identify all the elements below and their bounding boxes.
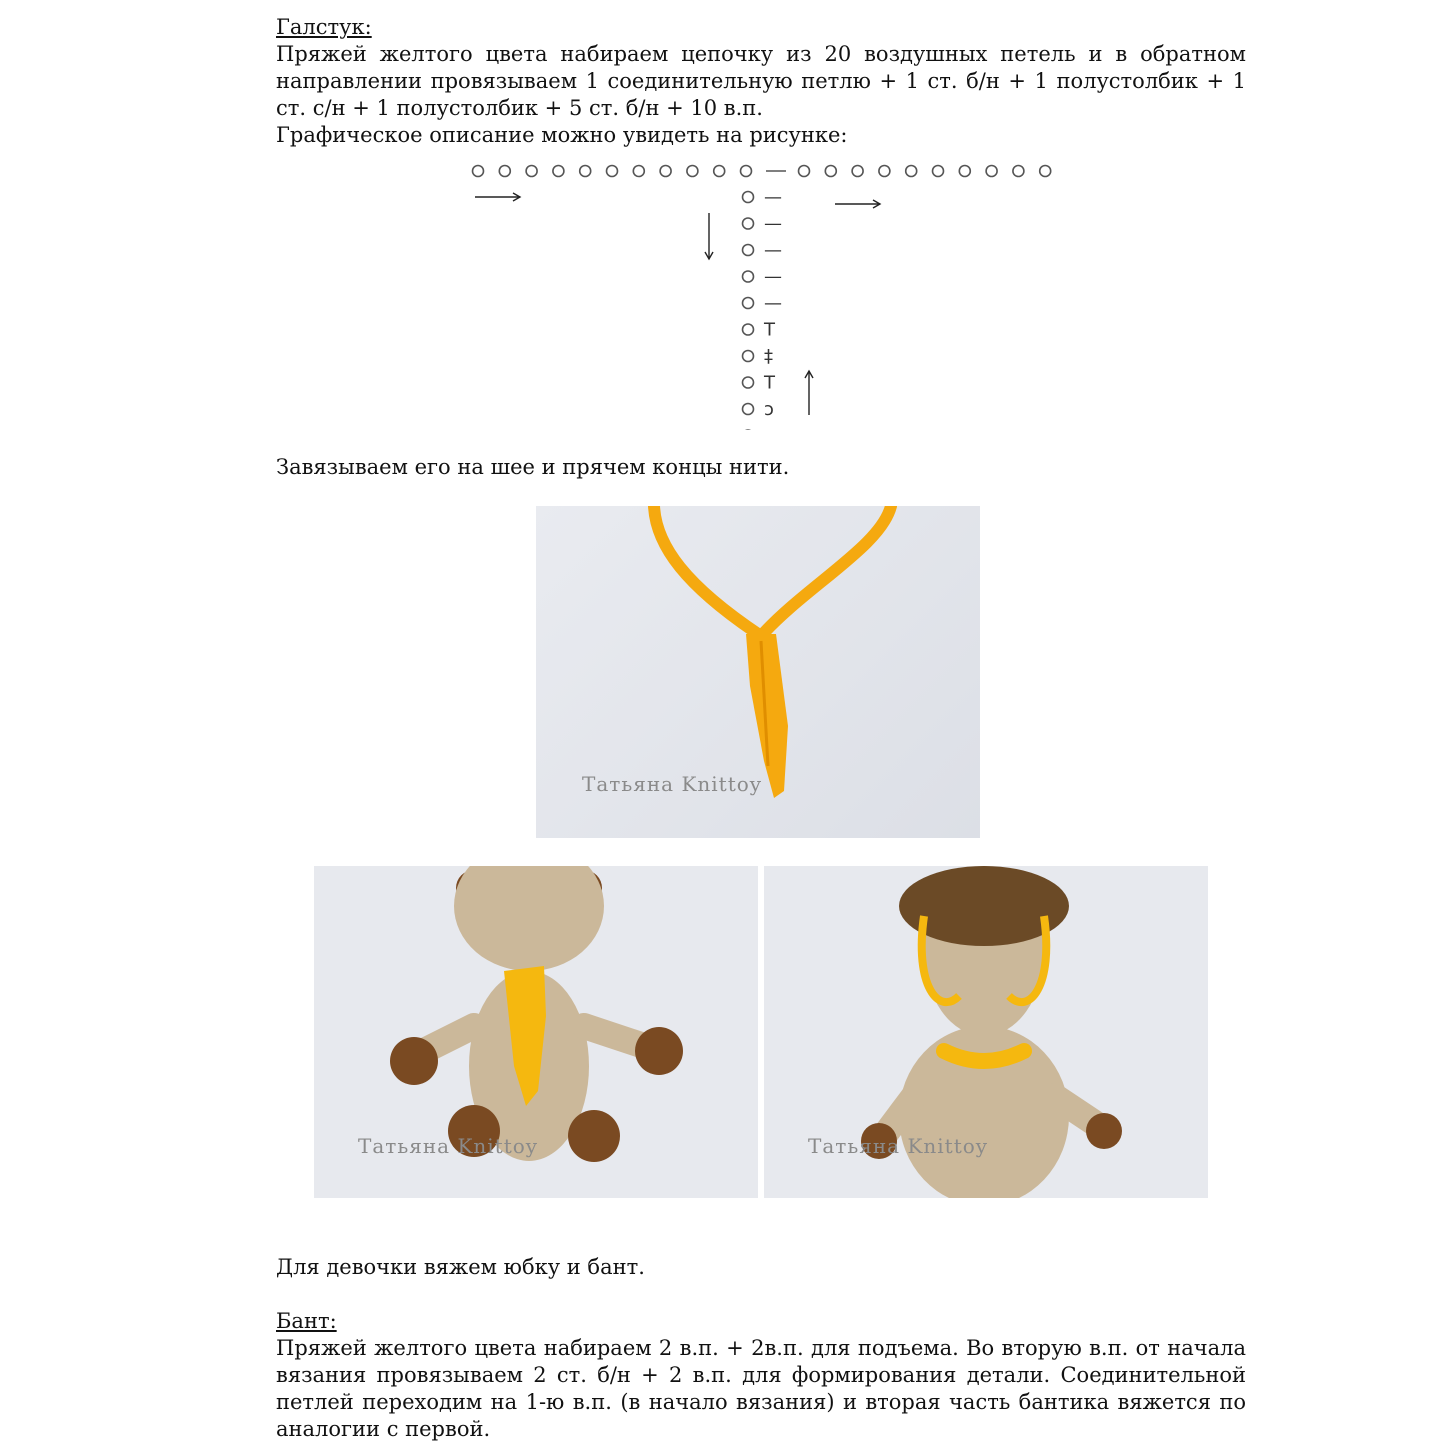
- chain-stitch: [743, 324, 754, 335]
- arrow-up: [805, 371, 813, 415]
- chain-stitch: [473, 166, 484, 177]
- girl-intro: Для девочки вяжем юбку и бант.: [276, 1255, 645, 1279]
- chain-stitch: [933, 166, 944, 177]
- chain-stitch: [660, 166, 671, 177]
- chain-stitch: [499, 166, 510, 177]
- chain-stitch: [743, 351, 754, 362]
- bow-section: [276, 1308, 1246, 1443]
- chain-stitch: [879, 166, 890, 177]
- chain-stitch: [799, 166, 810, 177]
- chain-stitch: [743, 192, 754, 203]
- chain-stitch: [526, 166, 537, 177]
- chain-stitch: [1013, 166, 1024, 177]
- chain-stitch: [986, 166, 997, 177]
- stitch-symbol: —: [764, 213, 782, 235]
- chain-stitch: [743, 245, 754, 256]
- crochet-diagram: [460, 155, 1080, 430]
- stitch-symbol: ɔ: [764, 399, 774, 420]
- chain-stitch: [825, 166, 836, 177]
- tie-instructions: Пряжей желтого цвета набираем цепочку из 20 воздушных петель и в обратном направлении провязываем 1 соединительную петлю + 1 ст. б/н + 1 полустолбик + 1 ст. с/н + 1 полустолбик + 5 ст. б/н + 10 в.п.: [276, 42, 1246, 120]
- chain-stitch: [743, 298, 754, 309]
- arrow-right-left: [475, 193, 520, 201]
- stitch-symbol: —: [764, 266, 782, 288]
- stitch-symbol: —: [764, 293, 782, 314]
- chain-stitch: [743, 404, 754, 415]
- chain-stitch: [743, 377, 754, 388]
- bow-heading: Бант:: [276, 1309, 337, 1333]
- chain-stitch: [687, 166, 698, 177]
- tie-note: Завязываем его на шее и прячем концы нити.: [276, 455, 790, 479]
- chain-stitch: [633, 166, 644, 177]
- tie-photo: [536, 506, 980, 838]
- chain-stitch: [852, 166, 863, 177]
- chain-stitch: [607, 166, 618, 177]
- chain-stitch: [906, 166, 917, 177]
- diagram-intro: Графическое описание можно увидеть на рисунке:: [276, 123, 848, 147]
- chain-stitch: [743, 271, 754, 282]
- chain-stitch: [1040, 166, 1051, 177]
- stitch-symbol: —: [764, 187, 782, 208]
- watermark: Татьяна Knittoy: [808, 1134, 989, 1158]
- stitch-symbol: T: [764, 319, 775, 341]
- doll-with-tie-front: [314, 866, 758, 1198]
- tie-heading: Галстук:: [276, 15, 372, 39]
- chain-stitch: [580, 166, 591, 177]
- chain-stitch: [553, 166, 564, 177]
- stitch-symbol: ‡: [764, 346, 773, 367]
- stitch-symbol: —: [764, 240, 782, 261]
- bow-instructions: Пряжей желтого цвета набираем 2 в.п. + 2в.п. для подъема. Во вторую в.п. от начала вязания провязываем 2 ст. б/н + 2 в.п. для формирования детали. Соединительной петлей переходим на 1-ю в.п. (в начало вязания) и вторая часть бантика вяжется по аналогии с первой.: [276, 1336, 1246, 1441]
- chain-stitch: [959, 166, 970, 177]
- stitch-symbol: T: [764, 372, 775, 394]
- arrow-down: [705, 213, 713, 259]
- watermark: Татьяна Knittoy: [582, 772, 763, 796]
- chain-stitch: [714, 166, 725, 177]
- tie-section: [276, 14, 1246, 149]
- doll-with-tie-back: [764, 866, 1208, 1198]
- chain-stitch: [743, 218, 754, 229]
- chain-stitch: [741, 166, 752, 177]
- arrow-right-right: [835, 200, 880, 208]
- watermark: Татьяна Knittoy: [358, 1134, 539, 1158]
